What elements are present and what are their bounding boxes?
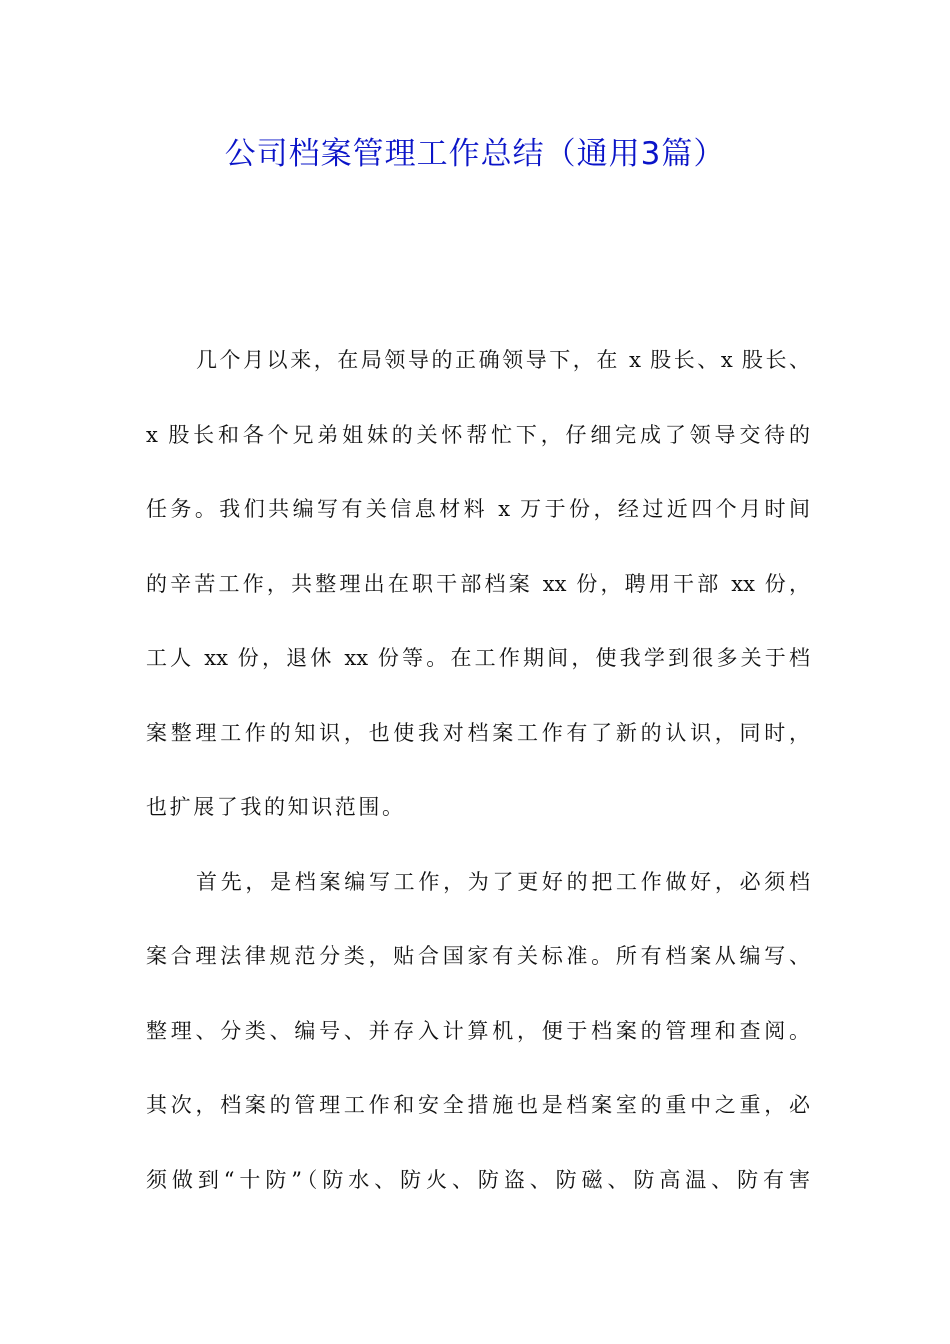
paragraph-line: 须做到“十防”（防水、防火、防盗、防磁、防高温、防有害 xyxy=(146,1167,810,1192)
paragraph-line: 其次，档案的管理工作和安全措施也是档案室的重中之重，必 xyxy=(146,1093,810,1117)
document-title: 公司档案管理工作总结（通用3篇） xyxy=(224,136,726,172)
document-body xyxy=(146,323,810,1217)
paragraph-line: 工人 xx 份，退休 xx 份等。在工作期间，使我学到很多关于档 xyxy=(146,646,810,670)
paragraph-line: 任务。我们共编写有关信息材料 x 万于份，经过近四个月时间 xyxy=(146,497,810,521)
paragraph-line: 也扩展了我的知识范围。 xyxy=(146,795,406,819)
paragraph-line: 案合理法律规范分类，贴合国家有关标准。所有档案从编写、 xyxy=(146,944,810,968)
paragraph-line: 案整理工作的知识，也使我对档案工作有了新的认识，同时， xyxy=(146,720,810,745)
paragraph-line: 几个月以来，在局领导的正确领导下，在 x 股长、x 股长、 xyxy=(196,348,810,372)
paragraph-line: 首先，是档案编写工作，为了更好的把工作做好，必须档 xyxy=(196,869,810,894)
paragraph-line: 的辛苦工作，共整理出在职干部档案 xx 份，聘用干部 xx 份， xyxy=(146,571,810,596)
paragraph-line: 整理、分类、编号、并存入计算机，便于档案的管理和查阅。 xyxy=(146,1018,810,1043)
paragraph-line: x 股长和各个兄弟姐妹的关怀帮忙下，仔细完成了领导交待的 xyxy=(146,422,810,447)
